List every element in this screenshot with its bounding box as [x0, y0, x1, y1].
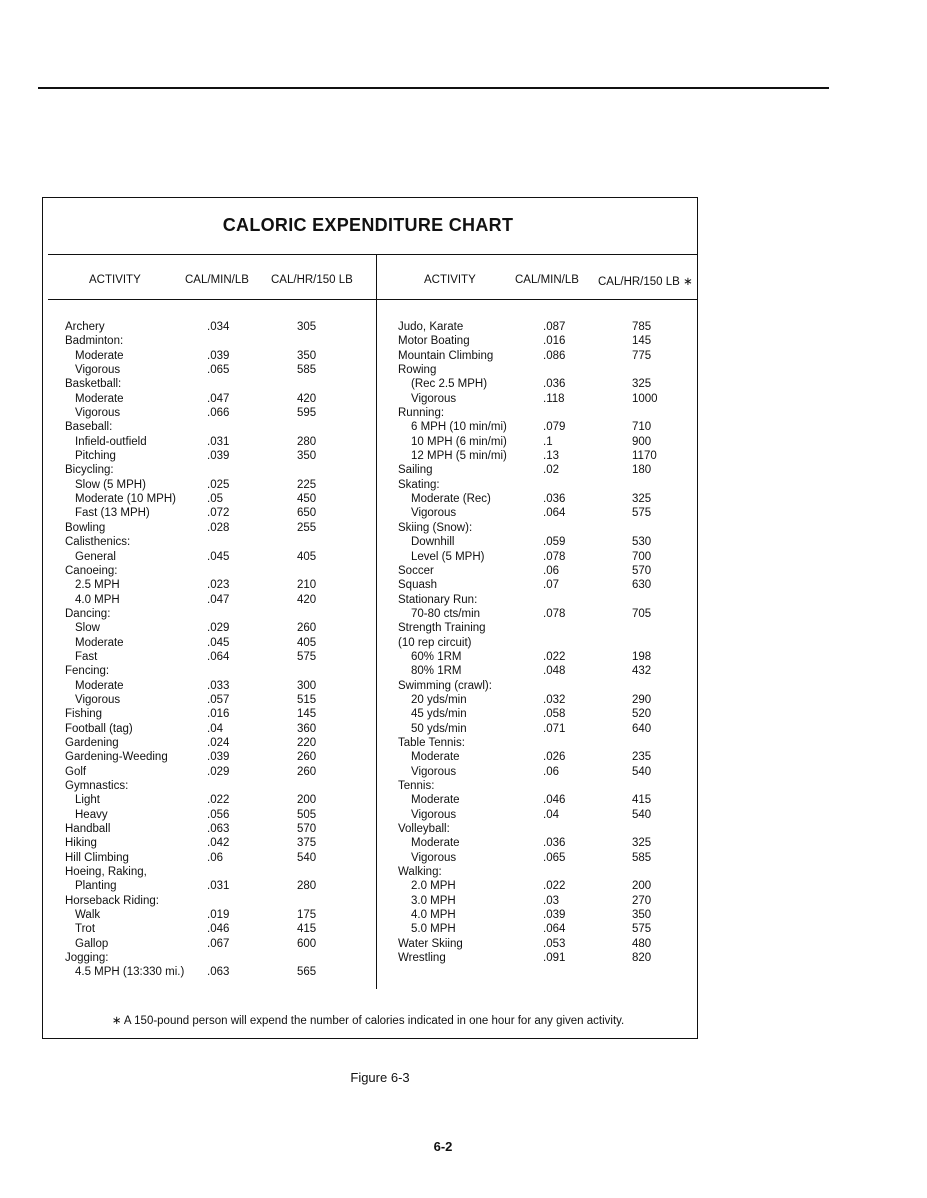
activity-name: 4.0 MPH: [411, 909, 456, 922]
header-column-divider: [376, 254, 377, 300]
activity-name: Volleyball:: [398, 823, 450, 836]
cal-hr-value: 820: [632, 952, 652, 965]
cal-min-lb-value: .064: [207, 650, 230, 663]
cal-hr-value: 350: [632, 909, 652, 922]
cal-min-lb-value: .07: [543, 579, 559, 592]
activity-name: Vigorous: [411, 507, 457, 520]
cal-min-lb-value: .016: [543, 335, 566, 348]
cal-hr-value: 325: [632, 837, 652, 850]
chart-title: CALORIC EXPENDITURE CHART: [222, 215, 514, 235]
activity-name: Moderate: [411, 794, 460, 807]
cal-min-lb-value: .118: [543, 392, 565, 405]
activity-name: Skiing (Snow):: [398, 521, 473, 534]
activity-name: Slow: [75, 622, 100, 635]
activity-name: Table Tennis:: [398, 736, 465, 749]
cal-hr-value: 350: [297, 349, 317, 362]
cal-hr-value: 540: [297, 851, 317, 864]
activity-name: 5.0 MPH: [411, 923, 456, 936]
cal-min-lb-value: .087: [543, 321, 566, 333]
activity-name: 3.0 MPH: [411, 894, 456, 907]
activity-name: Swimming (crawl):: [398, 679, 492, 692]
cal-min-lb-value: .022: [543, 650, 566, 663]
cal-hr-value: 200: [297, 794, 317, 807]
activity-name: Walk: [75, 909, 101, 922]
cal-min-lb-value: .019: [207, 909, 230, 922]
cal-hr-value: 1170: [632, 450, 657, 463]
cal-min-lb-value: .022: [543, 880, 566, 893]
activity-name: (Rec 2.5 MPH): [411, 378, 488, 391]
cal-hr-value: 375: [297, 837, 317, 850]
cal-hr-value: 175: [297, 909, 317, 922]
cal-hr-value: 180: [632, 464, 652, 477]
activity-name: Bicycling:: [65, 464, 114, 477]
activity-name: Stationary Run:: [398, 593, 478, 606]
cal-hr-value: 710: [632, 421, 652, 434]
cal-min-lb-value: .039: [543, 909, 566, 922]
activity-name: Gallop: [75, 937, 109, 950]
activity-name: Canoeing:: [65, 564, 118, 577]
cal-hr-value: 600: [297, 937, 317, 950]
cal-hr-value: 575: [632, 507, 652, 520]
cal-hr-value: 540: [632, 808, 652, 821]
cal-hr-value: 260: [297, 622, 317, 635]
cal-hr-value: 775: [632, 349, 652, 362]
cal-min-lb-value: .064: [543, 507, 566, 520]
cal-min-lb-value: .1: [543, 435, 553, 448]
activity-name: Basketball:: [65, 378, 122, 391]
cal-hr-value: 450: [297, 493, 317, 506]
activity-name: 4.5 MPH (13:330 mi.): [75, 966, 185, 979]
cal-min-lb-value: .078: [543, 550, 566, 563]
activity-name: Badminton:: [65, 335, 124, 348]
activity-name: Tennis:: [398, 780, 435, 792]
cal-hr-value: 260: [297, 765, 317, 778]
cal-hr-value: 785: [632, 321, 652, 333]
activity-name: Calisthenics:: [65, 536, 131, 549]
activity-name: Running:: [398, 407, 445, 420]
cal-hr-value: 640: [632, 722, 652, 735]
cal-min-lb-value: .04: [207, 722, 223, 735]
cal-hr-value: 200: [632, 880, 652, 893]
activity-name: Sailing: [398, 464, 433, 477]
cal-hr-value: 575: [632, 923, 652, 936]
cal-min-lb-value: .045: [207, 550, 230, 563]
header-divider: [48, 299, 698, 300]
cal-min-lb-value: .036: [543, 378, 566, 391]
cal-min-lb-value: .033: [207, 679, 230, 692]
cal-hr-value: 515: [297, 693, 317, 706]
cal-hr-value: 290: [632, 693, 652, 706]
cal-min-lb-value: .029: [207, 622, 230, 635]
cal-min-lb-value: .042: [207, 837, 230, 850]
cal-hr-value: 305: [297, 321, 317, 333]
cal-min-lb-value: .023: [207, 579, 230, 592]
activity-name: Moderate: [75, 392, 124, 405]
cal-hr-value: 565: [297, 966, 317, 979]
cal-min-lb-value: .046: [207, 923, 230, 936]
cal-min-lb-value: .026: [543, 751, 566, 764]
activity-name: Moderate: [75, 679, 124, 692]
activity-name: Vigorous: [411, 851, 457, 864]
cal-min-lb-value: .039: [207, 349, 230, 362]
cal-hr-value: 225: [297, 478, 317, 491]
cal-hr-value: 280: [297, 435, 317, 448]
activity-name: Fast (13 MPH): [75, 507, 150, 520]
cal-min-lb-value: .03: [543, 894, 559, 907]
activity-name: Golf: [65, 765, 87, 778]
cal-hr-value: 585: [632, 851, 652, 864]
cal-hr-value: 432: [632, 665, 652, 678]
activity-name: Soccer: [398, 564, 434, 577]
activity-name: Water Skiing: [398, 937, 463, 950]
cal-min-lb-value: .063: [207, 966, 230, 979]
cal-hr-value: 145: [632, 335, 652, 348]
activity-name: Fencing:: [65, 665, 110, 678]
cal-hr-value: 1000: [632, 392, 658, 405]
cal-hr-value: 505: [297, 808, 317, 821]
activity-name: Vigorous: [411, 392, 457, 405]
activity-name: Moderate (Rec): [411, 493, 491, 506]
activity-name: Trot: [75, 923, 96, 936]
activity-name: Football (tag): [65, 722, 133, 735]
activity-name: Bowling: [65, 521, 106, 534]
left-cal-min-lb-header: CAL/MIN/LB: [185, 274, 249, 286]
cal-min-lb-value: .058: [543, 708, 566, 721]
cal-min-lb-value: .071: [543, 722, 566, 735]
cal-min-lb-value: .072: [207, 507, 230, 520]
cal-hr-value: 415: [297, 923, 317, 936]
cal-hr-value: 255: [297, 521, 317, 534]
activity-name: 6 MPH (10 min/mi): [411, 421, 507, 434]
right-cal-hr-header: CAL/HR/150 LB ∗: [598, 276, 693, 288]
cal-hr-value: 405: [297, 636, 317, 649]
activity-name: Moderate: [411, 837, 460, 850]
activity-name: Dancing:: [65, 607, 111, 620]
cal-min-lb-value: .05: [207, 493, 223, 506]
cal-min-lb-value: .02: [543, 464, 559, 477]
cal-hr-value: 260: [297, 751, 317, 764]
activity-name: Heavy: [75, 808, 108, 821]
cal-min-lb-value: .028: [207, 521, 230, 534]
cal-min-lb-value: .024: [207, 736, 230, 749]
cal-min-lb-value: .06: [207, 851, 223, 864]
cal-hr-value: 650: [297, 507, 317, 520]
activity-name: Squash: [398, 579, 438, 592]
cal-hr-value: 575: [297, 650, 317, 663]
cal-hr-value: 405: [297, 550, 317, 563]
cal-hr-value: 520: [632, 708, 652, 721]
activity-name: Rowing: [398, 364, 437, 377]
cal-min-lb-value: .031: [207, 880, 230, 893]
activity-name: Hoeing, Raking,: [65, 866, 147, 879]
activity-name: Vigorous: [411, 808, 457, 821]
cal-min-lb-value: .066: [207, 407, 230, 420]
cal-hr-value: 570: [632, 564, 652, 577]
activity-name: Fishing: [65, 708, 103, 721]
cal-hr-value: 325: [632, 378, 652, 391]
activity-name: Walking:: [398, 866, 442, 879]
activity-name: 10 MPH (6 min/mi): [411, 435, 507, 448]
activity-name: 4.0 MPH: [75, 593, 120, 606]
activity-name: 45 yds/min: [411, 708, 467, 721]
cal-min-lb-value: .039: [207, 450, 230, 463]
cal-hr-value: 700: [632, 550, 652, 563]
activity-name: Infield-outfield: [75, 435, 147, 448]
activity-name: 80% 1RM: [411, 665, 462, 678]
activity-name: 12 MPH (5 min/mi): [411, 450, 507, 463]
title-divider: [48, 254, 698, 255]
activity-name: Moderate: [75, 349, 124, 362]
cal-hr-value: 145: [297, 708, 317, 721]
column-divider: [376, 299, 377, 989]
activity-name: 50 yds/min: [411, 722, 467, 735]
activity-name: General: [75, 550, 116, 563]
cal-min-lb-value: .064: [543, 923, 566, 936]
activity-name: Wrestling: [398, 952, 446, 965]
activity-name: Baseball:: [65, 421, 113, 434]
activity-name: Motor Boating: [398, 335, 470, 348]
left-activity-header: ACTIVITY: [89, 274, 141, 286]
activity-name: Skating:: [398, 478, 440, 491]
activity-name: Gardening-Weeding: [65, 751, 168, 764]
cal-hr-value: 280: [297, 880, 317, 893]
cal-hr-value: 595: [297, 407, 317, 420]
cal-hr-value: 198: [632, 650, 652, 663]
cal-hr-value: 415: [632, 794, 652, 807]
activity-name: Judo, Karate: [398, 321, 464, 333]
cal-min-lb-value: .06: [543, 765, 559, 778]
activity-name: Downhill: [411, 536, 455, 549]
cal-min-lb-value: .057: [207, 693, 230, 706]
activity-name: Vigorous: [75, 693, 121, 706]
cal-hr-value: 270: [632, 894, 652, 907]
activity-name: Archery: [65, 321, 105, 333]
caloric-chart: [42, 197, 698, 1039]
cal-min-lb-value: .067: [207, 937, 230, 950]
cal-hr-value: 705: [632, 607, 652, 620]
cal-hr-value: 235: [632, 751, 652, 764]
activity-name: Vigorous: [75, 407, 121, 420]
cal-hr-value: 570: [297, 823, 317, 836]
activity-name: Jogging:: [65, 952, 109, 965]
cal-min-lb-value: .022: [207, 794, 230, 807]
cal-hr-value: 210: [297, 579, 317, 592]
cal-min-lb-value: .045: [207, 636, 230, 649]
activity-name: Strength Training: [398, 622, 486, 635]
cal-min-lb-value: .086: [543, 349, 566, 362]
cal-min-lb-value: .04: [543, 808, 559, 821]
footnote: ∗ A 150-pound person will expend the number of calories indicated in one hour for any given activity.: [111, 1015, 625, 1027]
cal-min-lb-value: .065: [207, 364, 230, 377]
cal-min-lb-value: .059: [543, 536, 566, 549]
right-activity-header: ACTIVITY: [424, 274, 476, 286]
cal-min-lb-value: .046: [543, 794, 566, 807]
cal-min-lb-value: .025: [207, 478, 230, 491]
cal-min-lb-value: .091: [543, 952, 566, 965]
page-number: 6-2: [433, 1139, 453, 1154]
cal-min-lb-value: .063: [207, 823, 230, 836]
cal-min-lb-value: .036: [543, 493, 566, 506]
cal-min-lb-value: .078: [543, 607, 566, 620]
activity-name: 60% 1RM: [411, 650, 462, 663]
activity-name: Gardening: [65, 736, 119, 749]
activity-name: Fast: [75, 650, 98, 663]
cal-min-lb-value: .053: [543, 937, 566, 950]
activity-name: Vigorous: [411, 765, 457, 778]
cal-min-lb-value: .056: [207, 808, 230, 821]
cal-hr-value: 360: [297, 722, 317, 735]
activity-name: 20 yds/min: [411, 693, 467, 706]
cal-hr-value: 220: [297, 736, 317, 749]
cal-hr-value: 900: [632, 435, 652, 448]
cal-min-lb-value: .048: [543, 665, 566, 678]
activity-name: 70-80 cts/min: [411, 607, 481, 620]
cal-min-lb-value: .13: [543, 450, 559, 463]
cal-min-lb-value: .034: [207, 321, 230, 333]
activity-name: Slow (5 MPH): [75, 478, 146, 491]
activity-name: Hiking: [65, 837, 97, 850]
activity-name: Mountain Climbing: [398, 349, 494, 362]
left-cal-hr-header: CAL/HR/150 LB: [271, 274, 353, 286]
cal-min-lb-value: .047: [207, 392, 230, 405]
cal-hr-value: 540: [632, 765, 652, 778]
cal-hr-value: 325: [632, 493, 652, 506]
activity-name: Moderate (10 MPH): [75, 493, 176, 506]
figure-caption: Figure 6-3: [350, 1070, 410, 1085]
activity-name: 2.0 MPH: [411, 880, 456, 893]
cal-min-lb-value: .079: [543, 421, 566, 434]
cal-hr-value: 530: [632, 536, 652, 549]
cal-min-lb-value: .036: [543, 837, 566, 850]
activity-name: (10 rep circuit): [398, 636, 472, 649]
activity-name: Gymnastics:: [65, 780, 129, 792]
activity-name: Handball: [65, 823, 111, 836]
cal-min-lb-value: .016: [207, 708, 230, 721]
activity-name: 2.5 MPH: [75, 579, 120, 592]
cal-hr-value: 300: [297, 679, 317, 692]
cal-hr-value: 630: [632, 579, 652, 592]
top-rule: [38, 87, 829, 89]
activity-name: Planting: [75, 880, 117, 893]
activity-name: Moderate: [411, 751, 460, 764]
right-cal-min-lb-header: CAL/MIN/LB: [515, 274, 579, 286]
activity-name: Level (5 MPH): [411, 550, 485, 563]
cal-min-lb-value: .065: [543, 851, 566, 864]
cal-min-lb-value: .047: [207, 593, 230, 606]
cal-hr-value: 480: [632, 937, 652, 950]
cal-min-lb-value: .06: [543, 564, 559, 577]
activity-name: Light: [75, 794, 100, 807]
cal-min-lb-value: .039: [207, 751, 230, 764]
activity-name: Moderate: [75, 636, 124, 649]
cal-min-lb-value: .031: [207, 435, 230, 448]
cal-min-lb-value: .032: [543, 693, 566, 706]
cal-min-lb-value: .029: [207, 765, 230, 778]
activity-name: Horseback Riding:: [65, 894, 159, 907]
cal-hr-value: 420: [297, 593, 317, 606]
cal-hr-value: 350: [297, 450, 317, 463]
activity-name: Vigorous: [75, 364, 121, 377]
cal-hr-value: 420: [297, 392, 317, 405]
activity-name: Pitching: [75, 450, 116, 463]
cal-hr-value: 585: [297, 364, 317, 377]
activity-name: Hill Climbing: [65, 851, 129, 864]
